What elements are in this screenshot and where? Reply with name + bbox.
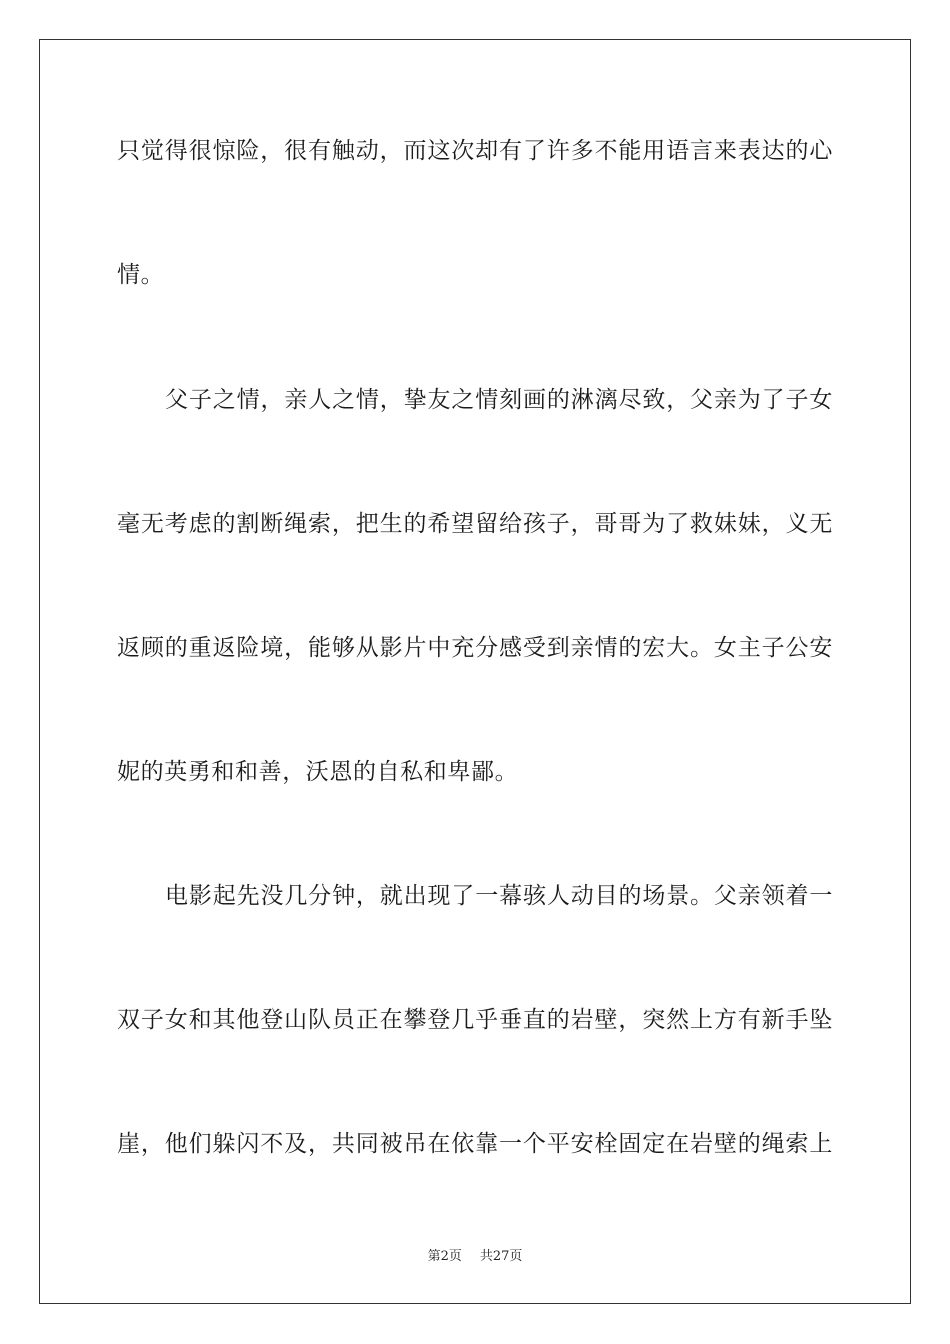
- text-line: 双子女和其他登山队员正在攀登几乎垂直的岩壁，突然上方有新手坠: [117, 1007, 833, 1033]
- page-number-total: 共27页: [479, 1249, 523, 1264]
- page-footer: [0, 1248, 950, 1266]
- text-line: 妮的英勇和和善，沃恩的自私和卑鄙。: [117, 759, 519, 785]
- paragraph-start-line: 父子之情，亲人之情，挚友之情刻画的淋漓尽致，父亲为了子女: [165, 387, 833, 413]
- text-line: 情。: [117, 262, 165, 288]
- text-line: 返顾的重返险境，能够从影片中充分感受到亲情的宏大。女主子公安: [117, 635, 833, 661]
- text-line: 只觉得很惊险，很有触动，而这次却有了许多不能用语言来表达的心: [117, 138, 833, 164]
- page-border: [39, 39, 911, 1304]
- text-line: 毫无考虑的割断绳索，把生的希望留给孩子，哥哥为了救妹妹，义无: [117, 511, 833, 537]
- paragraph-start-line: 电影起先没几分钟，就出现了一幕骇人动目的场景。父亲领着一: [165, 883, 833, 909]
- text-line: 崖，他们躲闪不及，共同被吊在依靠一个平安栓固定在岩壁的绳索上: [117, 1131, 833, 1157]
- page-number-current: 第2页: [427, 1249, 462, 1264]
